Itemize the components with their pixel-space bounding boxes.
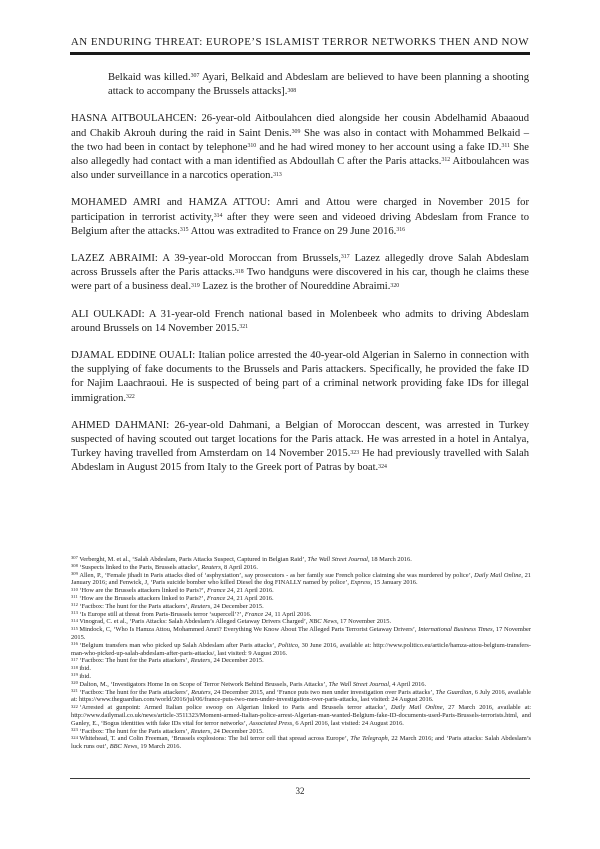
footnote-321 <box>71 689 531 705</box>
footnote-number: 324 <box>71 734 78 740</box>
text-segment: Lazez allegedly drove Salah Abdeslam across Brussels after the Paris attacks. <box>71 253 530 279</box>
footnote-number: 319 <box>71 672 78 678</box>
text-segment: Vinograd, C. et al., ‘Paris Attacks: Salah Abdeslam’s Alleged Getaway Drivers Charged’, <box>79 618 310 626</box>
text-segment: , 17 November 2015. <box>71 626 531 641</box>
text-segment: ‘Factbox: The hunt for the Paris attackers’, <box>79 688 192 696</box>
footnote-marker: 321 <box>239 324 249 331</box>
text-segment: Belkaid was killed. <box>108 72 191 83</box>
footnote-320 <box>71 681 531 689</box>
footnote-marker: 310 <box>247 143 257 150</box>
footnote-number: 320 <box>71 680 78 686</box>
publication-name: Reuters <box>190 657 211 665</box>
text-segment: after they were seen and videoed driving Abdeslam from France to Belgium after the attacks. <box>71 211 529 237</box>
footnote-number: 313 <box>71 609 78 615</box>
text-segment: Ayari, Belkaid and Abdeslam are believed to have been planning a shooting attack to accompany the Brussels attacks]. <box>108 72 529 98</box>
footnote-marker: 323 <box>350 449 360 456</box>
footnote-number: 318 <box>71 664 78 670</box>
footnote-312 <box>71 603 531 611</box>
text-segment: ‘How are the Brussels attackers linked to Paris?’, <box>79 587 207 595</box>
footnote-marker: 309 <box>291 129 301 135</box>
text-segment: , 27 March 2016, available at: http://www.dailymail.co.uk/news/article-3511323/Moment-armed-Italian-police-arrest-Algerian-man-wanted-Belgium-fake-ID-documents-used-Paris-Brussels-terrorists.html, and Ganley, E., ‘Bogus identities with fake IDs vital for terror networks’, <box>71 704 531 727</box>
footnote-marker: 311 <box>501 143 510 150</box>
text-segment: , 24 December 2015. <box>210 657 264 665</box>
text-segment: AHMED DAHMANI: 26-year-old Dahmani, a Belgian of Moroccan descent, was arrested in Turkey suspected of having scouted out target locations for the Paris attack. He was arrested in a hotel in Antalya, Turkey having travelled from Amsterdam on 14 November 2015. <box>71 419 529 460</box>
text-segment: , 22 March 2016; and ‘Paris attacks: Salah Abdeslam’s luck runs out’, <box>71 735 531 751</box>
paragraph-ali-oulkadi <box>71 308 529 336</box>
footnote-number: 316 <box>71 641 78 647</box>
text-segment: , 24 December 2015. <box>210 602 264 610</box>
footnote-marker: 308 <box>287 87 297 94</box>
publication-name: France 24 <box>244 610 272 618</box>
footnote-number: 307 <box>71 555 78 561</box>
footnote-number: 315 <box>71 625 78 631</box>
footnote-number: 317 <box>71 656 78 662</box>
text-segment: ‘Suspects linked to the Paris, Brussels attacks’, <box>79 563 202 571</box>
footnote-marker: 312 <box>441 157 451 164</box>
paragraph-lazez-abraimi <box>71 252 529 295</box>
footnote-310 <box>71 587 531 595</box>
publication-name: Express <box>350 579 371 587</box>
text-segment: Mindock, C, ‘Who Is Hamza Attou, Mohammed Amri? Everything We Know About The Alleged Paris Terrorist Getaway Drivers’, <box>79 626 419 634</box>
footnote-311 <box>71 595 531 603</box>
text-segment: ‘Factbox: The hunt for the Paris attackers’, <box>79 657 191 665</box>
text-segment: DJAMAL EDDINE OUALI: Italian police arrested the 40-year-old Algerian in Salerno in connection with the supplying of fake documents to the Brussels and Paris attackers. Specifically, he provided the fake ID for Najim Laachraoui. He is suspected of being part of a criminal network providing fake IDs for illegal immigration. <box>71 350 529 404</box>
text-segment: Two handguns were discovered in his car, though he claims these were part of a business deal. <box>71 267 529 293</box>
text-segment: , 18 March 2016. <box>367 556 412 563</box>
text-segment: , 17 November 2015. <box>336 618 392 626</box>
footnote-324 <box>71 735 531 751</box>
publication-name: France 24 <box>206 594 234 602</box>
text-segment: Attou was extradited to France on 29 June 2016. <box>188 225 397 237</box>
text-segment: Allen, P., ‘Female jihadi in Paris attacks died of ‘asphyxiation’, say prosecutors - as her family sue French police claiming she was murdered by police’, <box>79 571 475 579</box>
text-segment: , 24 December 2015, and ‘France puts two men under investigation over Paris attacks’, <box>210 688 436 696</box>
text-segment: ibid. <box>79 672 91 680</box>
text-segment: ‘Factbox: The hunt for the Paris attackers’, <box>79 727 191 735</box>
paragraph-hasna-aitboulahcen <box>71 112 529 183</box>
text-segment: HASNA AITBOULAHCEN: 26-year-old Aitboulahcen died alongside her cousin Abdelhamid Abaaoud and Chakib Akrouh during the raid in Saint Denis. <box>71 113 529 139</box>
footnote-marker: 324 <box>378 463 387 470</box>
header-rule <box>70 52 530 55</box>
footnote-313 <box>71 611 531 619</box>
text-segment: ‘How are the Brussels attackers linked to Paris?’, <box>79 594 207 602</box>
footer-rule <box>70 778 530 779</box>
footnote-323 <box>71 728 531 736</box>
publication-name: Daily Mail Online <box>474 571 522 579</box>
footnote-marker: 313 <box>273 171 282 178</box>
text-segment: She also allegedly had contact with a man identified as Abdoullah C after the Paris attacks. <box>71 141 529 168</box>
text-segment: , 30 June 2016, available at: http://www.politico.eu/article/hamza-attou-belgium-transfers-man-who-picked-up-salah-abdeslam-after-paris-attacks/, last visited: 9 August 2016. <box>71 641 531 657</box>
running-header-title: AN ENDURING THREAT: EUROPE’S ISLAMIST TERROR NETWORKS THEN AND NOW <box>70 36 530 48</box>
text-segment: Dalton, M., ‘Investigators Home In on Scope of Terror Network Behind Brussels, Paris Attacks’, <box>79 680 329 688</box>
footnote-number: 308 <box>71 563 78 569</box>
footnote-number: 311 <box>71 594 78 600</box>
publication-name: Reuters <box>191 688 211 696</box>
page-number: 32 <box>295 786 305 796</box>
publication-name: Daily Mail Online <box>390 704 443 712</box>
footnote-307 <box>71 556 531 564</box>
text-segment: Aitboulahcen was also under surveillance in a narcotics operation. <box>71 156 529 182</box>
paragraph-amri-attou <box>71 196 529 239</box>
publication-name: BBC News <box>109 743 138 751</box>
footnote-308 <box>71 564 531 572</box>
publication-name: The Guardian <box>435 688 472 696</box>
footnote-number: 322 <box>71 703 78 709</box>
paragraph-belkaid-quote <box>108 71 529 99</box>
publication-name: NBC News <box>309 618 337 626</box>
footnote-marker: 314 <box>213 213 223 220</box>
publication-name: Reuters <box>190 727 211 735</box>
footnote-number: 312 <box>71 602 78 608</box>
footnote-318 <box>71 665 531 673</box>
body-content <box>71 71 529 489</box>
publication-name: Politico <box>277 641 299 649</box>
publication-name: International Business Times <box>418 626 493 634</box>
publication-name: The Wall Street Journal <box>328 680 389 688</box>
footnote-number: 321 <box>71 687 78 693</box>
text-segment: MOHAMED AMRI and HAMZA ATTOU: Amri and Attou were charged in November 2015 for participation in terrorist activity, <box>71 197 529 223</box>
text-segment: and he had wired money to her account using a fake ID. <box>256 141 502 153</box>
footnote-309 <box>71 572 531 588</box>
footnote-marker: 318 <box>234 268 244 275</box>
text-segment: , 19 March 2016. <box>137 743 182 751</box>
text-segment: ‘Belgium transfers man who picked up Salah Abdeslam after Paris attacks’, <box>79 641 278 649</box>
text-segment: , 15 January 2016. <box>370 579 418 587</box>
footnotes-block <box>71 556 531 751</box>
publication-name: Reuters <box>201 563 221 571</box>
text-segment: , 21 April 2016. <box>233 594 274 602</box>
footnote-marker: 307 <box>190 73 200 80</box>
text-segment: , 6 July 2016, available at: https://www.theguardian.com/world/2016/jul/06/france-puts-two-men-under-investigation-over-paris-attacks, last visited: 24 August 2016. <box>71 688 531 704</box>
footnote-317 <box>71 657 531 665</box>
text-segment: She was also in contact with Mohammed Belkaid – the two had been in contact by telephone <box>71 127 529 153</box>
footnote-322 <box>71 704 531 727</box>
text-segment: ‘Factbox: The hunt for the Paris attackers’, <box>79 602 191 610</box>
text-segment: LAZEZ ABRAIMI: A 39-year-old Moroccan from Brussels, <box>71 253 341 265</box>
publication-name: Reuters <box>190 602 211 610</box>
footnote-316 <box>71 642 531 658</box>
footnote-319 <box>71 673 531 681</box>
text-segment: ‘Is Europe still at threat from Paris-Brussels terror ‘supercell’?’, <box>79 610 245 618</box>
text-segment: , 6 April 2016, last visited: 24 August 2016. <box>292 719 404 727</box>
text-segment: , 21 April 2016. <box>233 587 274 595</box>
text-segment: ‘Arrested at gunpoint: Armed Italian police swoop on Algerian linked to Paris and Brussels terror attacks’, <box>79 704 391 712</box>
footnote-number: 309 <box>71 570 78 576</box>
paragraph-djamal-ouali <box>71 349 529 406</box>
publication-name: France 24 <box>207 587 234 595</box>
footnote-number: 314 <box>71 617 78 623</box>
footnote-marker: 317 <box>340 254 350 261</box>
text-segment: ALI OULKADI: A 31-year-old French national based in Molenbeek who admits to driving Abdeslam around Brussels on 14 November 2015. <box>71 308 529 334</box>
footnote-number: 323 <box>71 726 78 732</box>
publication-name: The Telegraph <box>350 735 388 743</box>
footnote-marker: 320 <box>390 282 400 289</box>
text-segment: He had previously travelled with Salah Abdeslam in August 2015 from Italy to the Greek port of Patras by boat. <box>71 448 529 474</box>
publication-name: Associated Press <box>248 719 293 727</box>
footnote-marker: 319 <box>191 282 200 289</box>
text-segment: Verberght, M. et al., ‘Salah Abdeslam, Paris Attacks Suspect, Captured in Belgian Raid’, <box>79 556 308 563</box>
text-segment: , 4 April 2016. <box>388 680 427 688</box>
footnote-314 <box>71 618 531 626</box>
text-segment: Whitehead, T. and Colin Freeman, ‘Brussels explosions: The Isil terror cell that spread across Europe’, <box>79 735 351 743</box>
publication-name: The Wall Street Journal <box>307 556 368 563</box>
text-segment: Lazez is the brother of Noureddine Abraimi. <box>199 281 391 293</box>
text-segment: ibid. <box>79 665 91 673</box>
text-segment: , 11 April 2016. <box>271 610 312 618</box>
text-segment: , 21 January 2016; and Fenwick, J, ‘Paris suicide bomber who killed Diesel the dog FINALLY named by police’, <box>71 571 531 587</box>
text-segment: , 8 April 2016. <box>220 563 258 571</box>
footnote-number: 310 <box>71 586 78 592</box>
footnote-marker: 322 <box>126 394 135 401</box>
footnote-marker: 315 <box>179 227 189 234</box>
text-segment: , 24 December 2015. <box>210 727 264 735</box>
paragraph-ahmed-dahmani <box>71 419 529 476</box>
footnote-marker: 316 <box>396 227 406 234</box>
footnote-315 <box>71 626 531 642</box>
